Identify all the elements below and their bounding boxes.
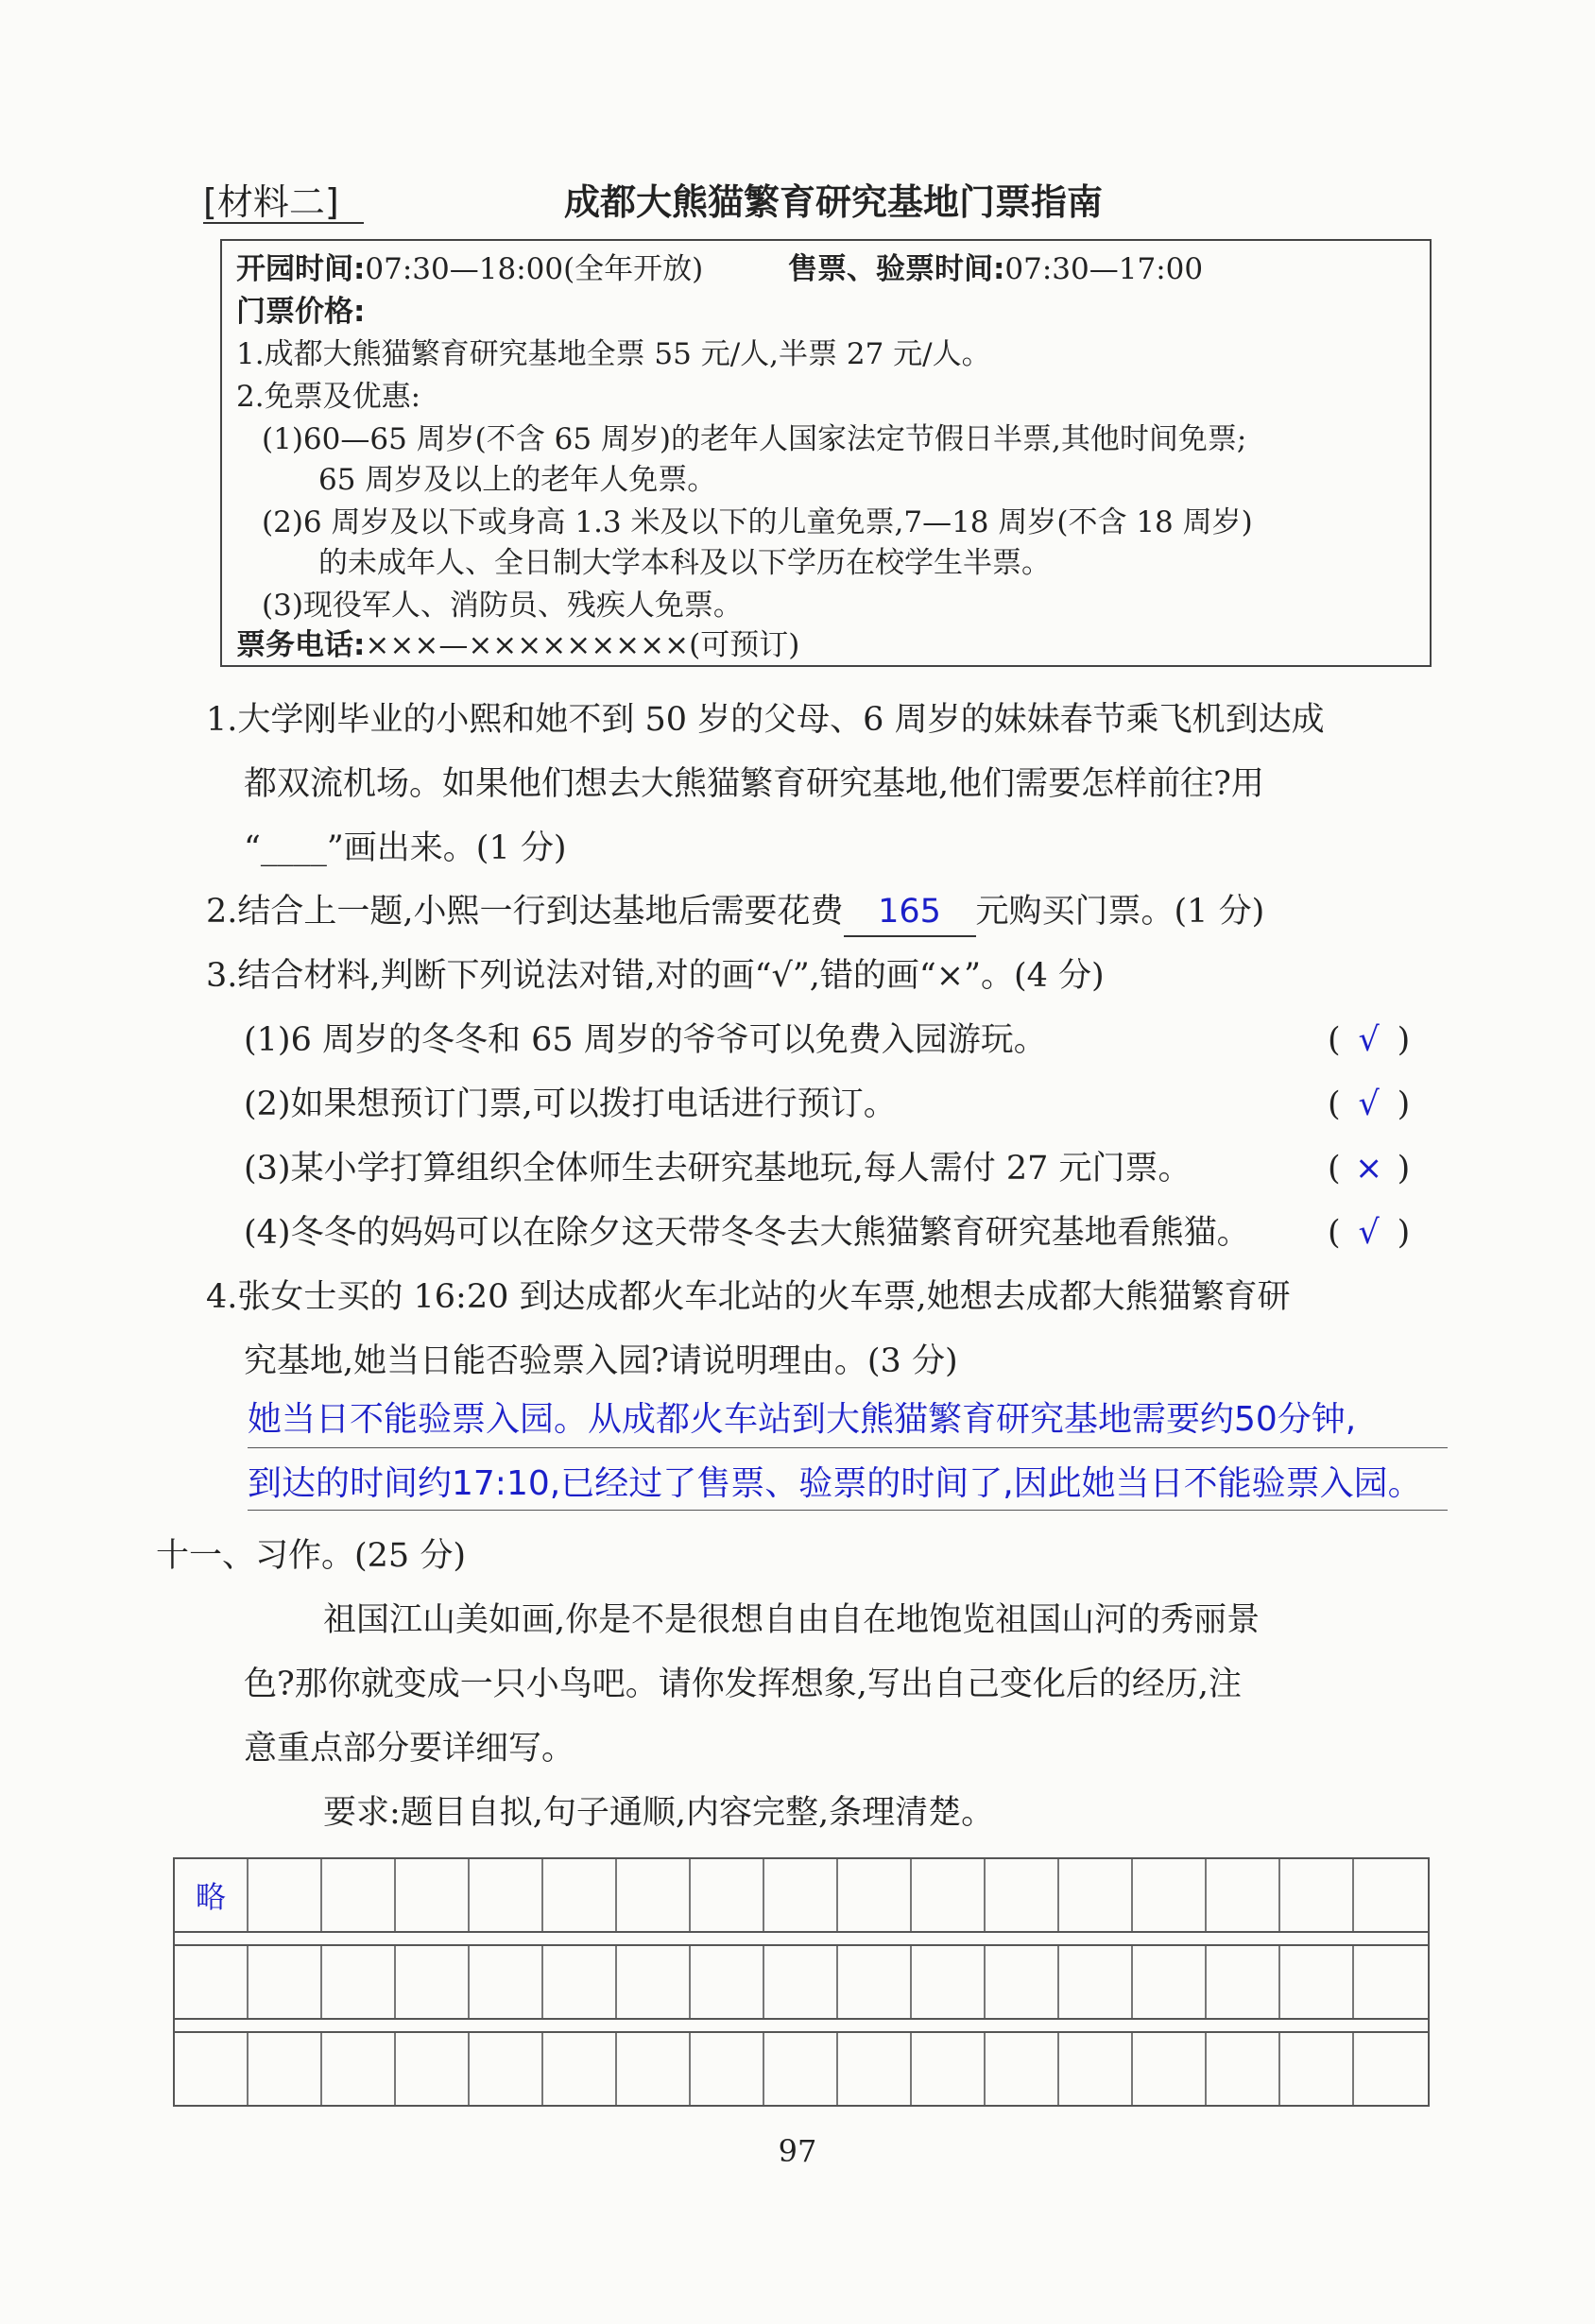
q1-quote-open: “ xyxy=(244,829,261,867)
grid-cell xyxy=(912,2033,986,2105)
writing-para-c: 意重点部分要详细写。 xyxy=(244,1730,575,1768)
grid-cell xyxy=(764,1859,838,1931)
q3-line: 3.结合材料,判断下列说法对错,对的画“√”,错的画“×”。(4 分) xyxy=(206,957,1105,995)
grid-cell xyxy=(764,2033,838,2105)
grid-cell xyxy=(1059,2033,1133,2105)
grid-cell xyxy=(691,1859,764,1931)
price-line-2: 2.免票及优惠: xyxy=(236,380,421,414)
writing-title: 十一、习作。(25 分) xyxy=(156,1537,466,1575)
grid-cell xyxy=(396,1946,470,2018)
judge-item-4: (4)冬冬的妈妈可以在除夕这天带冬冬去大熊猫繁育研究基地看熊猫。 xyxy=(244,1214,1250,1252)
grid-cell xyxy=(249,1946,322,2018)
grid-row-2 xyxy=(173,1944,1430,2020)
grid-cell xyxy=(470,2033,543,2105)
price-label: 门票价格: xyxy=(236,295,366,329)
writing-grid xyxy=(173,1857,1430,2107)
grid-cell-answer: 略 xyxy=(175,1859,249,1931)
grid-cell xyxy=(1354,1946,1428,2018)
judge-answer-2: ( √ ) xyxy=(1328,1081,1450,1128)
grid-cell xyxy=(986,1859,1059,1931)
grid-cell xyxy=(175,2033,249,2105)
rule-1b: 65 周岁及以上的老年人免票。 xyxy=(318,463,717,497)
grid-gap xyxy=(173,1933,1430,1944)
q4-answer-line-a: 她当日不能验票入园。从成都火车站到大熊猫繁育研究基地需要约50分钟, xyxy=(248,1400,1357,1439)
q4-answer-rule-a xyxy=(248,1447,1448,1448)
grid-cell xyxy=(1133,1859,1207,1931)
ticket-info-box xyxy=(220,239,1432,667)
phone-line xyxy=(236,626,799,664)
material-label: [材料二] xyxy=(203,181,339,223)
grid-cell xyxy=(691,1946,764,2018)
q2-prefix: 2.结合上一题,小熙一行到达基地后需要花费 xyxy=(206,893,844,931)
grid-cell xyxy=(1059,1859,1133,1931)
judge-answer-4: ( √ ) xyxy=(1328,1209,1450,1256)
sales-value: 07:30—17:00 xyxy=(1004,252,1204,286)
grid-cell xyxy=(396,2033,470,2105)
q1-line-a: 1.大学刚毕业的小熙和她不到 50 岁的父母、6 周岁的妹妹春节乘飞机到达成 xyxy=(206,701,1325,739)
grid-cell xyxy=(543,1946,617,2018)
grid-cell xyxy=(617,1946,691,2018)
judge-answer-1: ( √ ) xyxy=(1328,1017,1450,1064)
grid-cell xyxy=(986,1946,1059,2018)
page-number: 97 xyxy=(778,2133,817,2169)
judge-item-2: (2)如果想预订门票,可以拨打电话进行预订。 xyxy=(244,1085,897,1123)
writing-requirement: 要求:题目自拟,句子通顺,内容完整,条理清楚。 xyxy=(323,1794,995,1832)
judge-mark-2: √ xyxy=(1358,1085,1380,1123)
judge-item-3: (3)某小学打算组织全体师生去研究基地玩,每人需付 27 元门票。 xyxy=(244,1150,1192,1188)
grid-cell xyxy=(617,2033,691,2105)
writing-para-a: 祖国江山美如画,你是不是很想自由自在地饱览祖国山河的秀丽景 xyxy=(323,1601,1261,1639)
grid-cell xyxy=(249,2033,322,2105)
writing-para-b: 色?那你就变成一只小鸟吧。请你发挥想象,写出自己变化后的经历,注 xyxy=(244,1666,1243,1703)
grid-cell xyxy=(543,2033,617,2105)
grid-cell xyxy=(1059,1946,1133,2018)
grid-cell xyxy=(1280,1859,1354,1931)
phone-label: 票务电话: xyxy=(236,628,366,662)
grid-cell xyxy=(470,1859,543,1931)
hours-label: 开园时间: xyxy=(236,252,366,286)
grid-cell xyxy=(617,1859,691,1931)
judge-item-1: (1)6 周岁的冬冬和 65 周岁的爷爷可以免费入园游玩。 xyxy=(244,1021,1047,1059)
grid-cell xyxy=(322,1859,396,1931)
grid-cell xyxy=(470,1946,543,2018)
q4-answer-rule-b xyxy=(248,1510,1448,1511)
q1-line-b: 都双流机场。如果他们想去大熊猫繁育研究基地,他们需要怎样前往?用 xyxy=(244,765,1264,803)
sales-label: 售票、验票时间: xyxy=(788,252,1005,286)
rule-2a: (2)6 周岁及以下或身高 1.3 米及以下的儿童免票,7—18 周岁(不含 18 周岁) xyxy=(262,505,1253,539)
q1-quote-close: ”画出来。(1 分) xyxy=(326,829,567,867)
grid-cell xyxy=(322,2033,396,2105)
grid-cell xyxy=(986,2033,1059,2105)
rule-2b: 的未成年人、全日制大学本科及以下学历在校学生半票。 xyxy=(318,546,1051,580)
q4-line-a: 4.张女士买的 16:20 到达成都火车北站的火车票,她想去成都大熊猫繁育研 xyxy=(206,1278,1291,1316)
q4-answer-line-b: 到达的时间约17:10,已经过了售票、验票的时间了,因此她当日不能验票入园。 xyxy=(248,1464,1422,1503)
grid-cell xyxy=(838,2033,912,2105)
hours-value: 07:30—18:00(全年开放) xyxy=(365,252,704,286)
guide-title: 成都大熊猫繁育研究基地门票指南 xyxy=(564,181,1104,223)
grid-cell xyxy=(912,1859,986,1931)
grid-cell xyxy=(396,1859,470,1931)
grid-cell xyxy=(764,1946,838,2018)
grid-cell xyxy=(838,1946,912,2018)
phone-value: ×××—×××××××××(可预订) xyxy=(365,628,800,662)
grid-cell xyxy=(1207,2033,1280,2105)
grid-row-1 xyxy=(173,1857,1430,1933)
grid-cell xyxy=(175,1946,249,2018)
grid-cell xyxy=(1207,1859,1280,1931)
grid-cell xyxy=(322,1946,396,2018)
q1-line-c xyxy=(244,825,567,872)
q2-line xyxy=(206,888,1264,937)
grid-cell xyxy=(1133,1946,1207,2018)
grid-cell xyxy=(1354,1859,1428,1931)
q2-answer: 165 xyxy=(844,888,976,937)
price-line-1: 1.成都大熊猫繁育研究基地全票 55 元/人,半票 27 元/人。 xyxy=(236,337,991,371)
judge-mark-4: √ xyxy=(1358,1214,1380,1252)
grid-row-3 xyxy=(173,2031,1430,2107)
q4-line-b: 究基地,她当日能否验票入园?请说明理由。(3 分) xyxy=(244,1342,958,1380)
grid-cell xyxy=(1207,1946,1280,2018)
label-underline xyxy=(203,222,364,224)
grid-cell xyxy=(691,2033,764,2105)
judge-mark-3: × xyxy=(1354,1150,1383,1188)
rule-3: (3)现役军人、消防员、残疾人免票。 xyxy=(262,589,743,623)
grid-gap xyxy=(173,2020,1430,2031)
judge-answer-3: ( × ) xyxy=(1328,1145,1450,1192)
judge-mark-1: √ xyxy=(1358,1021,1380,1059)
grid-cell xyxy=(1280,2033,1354,2105)
grid-cell xyxy=(1354,2033,1428,2105)
grid-cell xyxy=(543,1859,617,1931)
grid-cell xyxy=(838,1859,912,1931)
hours-line xyxy=(236,250,1203,288)
grid-cell xyxy=(1133,2033,1207,2105)
grid-cell xyxy=(1280,1946,1354,2018)
q1-blank: ____ xyxy=(260,829,327,867)
grid-cell xyxy=(249,1859,322,1931)
rule-1a: (1)60—65 周岁(不含 65 周岁)的老年人国家法定节假日半票,其他时间免票; xyxy=(262,422,1247,456)
material-heading xyxy=(203,173,1441,230)
q2-suffix: 元购买门票。(1 分) xyxy=(975,893,1265,931)
grid-cell xyxy=(912,1946,986,2018)
